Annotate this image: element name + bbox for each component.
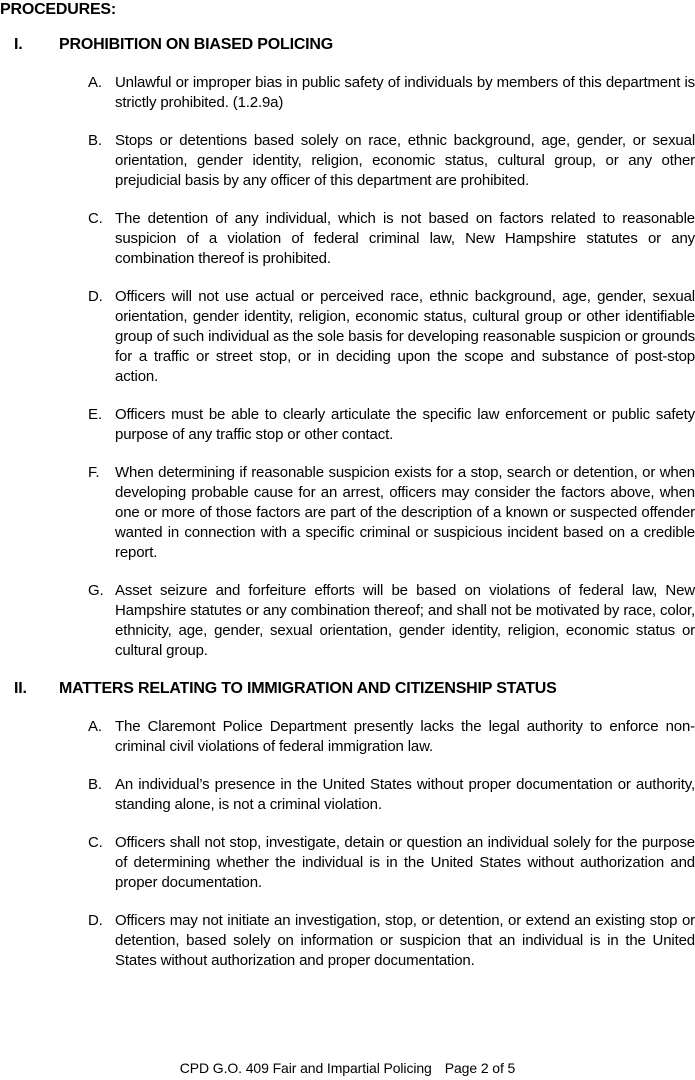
list-item: [88, 287, 695, 387]
list-item-text: Unlawful or improper bias in public safety of individuals by members of this department is strictly prohibited. (1.2.9a): [115, 74, 695, 111]
list-item: [88, 911, 695, 971]
sections-container: [0, 35, 695, 971]
list-item-text: When determining if reasonable suspicion exists for a stop, search or detention, or when developing probable cause for an arrest, officers may consider the factors above, when one or more of those factors are part of the description of a known or suspected offender wanted in connection with a specific criminal or suspicious incident based on a credible report.: [115, 464, 695, 561]
list-item-letter: C.: [88, 834, 103, 851]
section-number: II.: [14, 680, 27, 697]
list-item: [88, 717, 695, 757]
list-item-letter: A.: [88, 74, 102, 91]
list-item: [88, 209, 695, 269]
section-heading: [0, 35, 695, 55]
list-item: [88, 775, 695, 815]
list-item-letter: D.: [88, 288, 103, 305]
list-item-text: The Claremont Police Department presently lacks the legal authority to enforce non-criminal civil violations of federal immigration law.: [115, 718, 695, 755]
footer-doc-title: CPD G.O. 409 Fair and Impartial Policing: [179, 1060, 432, 1076]
list-item-letter: A.: [88, 718, 102, 735]
list-item-letter: F.: [88, 464, 100, 481]
list-item-text: An individual’s presence in the United States without proper documentation or authority, standing alone, is not a criminal violation.: [115, 776, 695, 813]
page-footer: [0, 1060, 695, 1077]
list-item-letter: B.: [88, 776, 102, 793]
footer-page-number: Page 2 of 5: [444, 1060, 516, 1076]
list-item-text: Asset seizure and forfeiture efforts will be based on violations of federal law, New Hampshire statutes or any combination thereof; and shall not be motivated by race, color, ethnicity, age, gender, sexual orientation, gender identity, religion, economic status or cultural group.: [115, 582, 695, 659]
list-item-text: Officers may not initiate an investigation, stop, or detention, or extend an existing stop or detention, based solely on information or suspicion that an individual is in the United States without authorization and proper documentation.: [115, 912, 695, 969]
list-item-text: The detention of any individual, which is not based on factors related to reasonable suspicion of a violation of federal criminal law, New Hampshire statutes or any combination thereof is prohibited.: [115, 210, 695, 267]
section-title: MATTERS RELATING TO IMMIGRATION AND CITIZENSHIP STATUS: [59, 680, 557, 697]
list-item-letter: G.: [88, 582, 104, 599]
section-items: [0, 717, 695, 971]
list-item: [88, 73, 695, 113]
list-item-text: Officers will not use actual or perceived race, ethnic background, age, gender, sexual orientation, gender identity, religion, economic status, cultural group or other identifiable group of such individual as the sole basis for developing reasonable suspicion or grounds for a traffic or street stop, or in deciding upon the scope and substance of post-stop action.: [115, 288, 695, 385]
list-item-letter: C.: [88, 210, 103, 227]
document-section: [0, 679, 695, 971]
list-item: [88, 833, 695, 893]
list-item-text: Officers must be able to clearly articulate the specific law enforcement or public safety purpose of any traffic stop or other contact.: [115, 406, 695, 443]
document-section: [0, 35, 695, 661]
section-items: [0, 73, 695, 661]
section-number: I.: [14, 36, 23, 53]
list-item-text: Stops or detentions based solely on race, ethnic background, age, gender, or sexual orientation, gender identity, religion, economic status, cultural group, or any other prejudicial basis by any officer of this department are prohibited.: [115, 132, 695, 189]
section-title: PROHIBITION ON BIASED POLICING: [59, 36, 334, 53]
list-item-letter: B.: [88, 132, 102, 149]
list-item-text: Officers shall not stop, investigate, detain or question an individual solely for the purpose of determining whether the individual is in the United States without authorization and proper documentation.: [115, 834, 695, 891]
list-item-letter: E.: [88, 406, 102, 423]
list-item: [88, 405, 695, 445]
list-item-letter: D.: [88, 912, 103, 929]
list-item: [88, 581, 695, 661]
procedures-heading: PROCEDURES:: [0, 1, 117, 18]
list-item: [88, 463, 695, 563]
section-heading: [0, 679, 695, 699]
list-item: [88, 131, 695, 191]
